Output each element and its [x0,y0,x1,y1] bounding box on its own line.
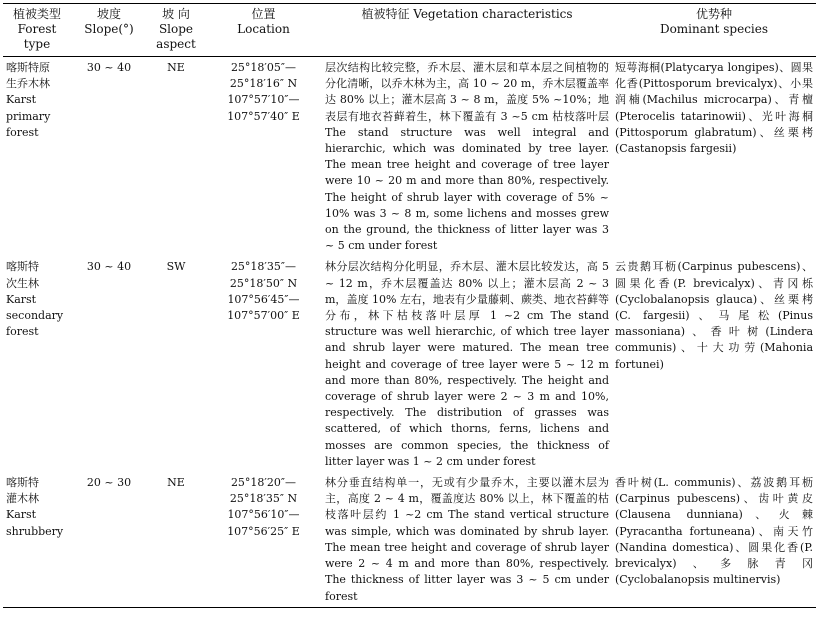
forest-type-cell: 喀斯特 次生林 Karst secondary forest [6,260,64,339]
location-cell: 25°18′05″— 25°18′16″ N 107°57′10″— 107°57′40″ E [227,61,300,123]
aspect-cell: SW [166,260,186,274]
forest-type-cell: 喀斯特 灌木林 Karst shrubbery [6,476,64,538]
table-row [3,472,816,607]
aspect-cell: NE [167,61,185,74]
forest-type-cell: 喀斯特原 生乔木林 Karst primary forest [6,61,51,139]
header-vegetation-characteristics: 植被特征 Vegetation characteristics [361,7,573,21]
location-cell: 25°18′20″— 25°18′35″ N 107°56′10″— 107°56′25″ E [227,476,300,538]
header-slope: 坡度 Slope(°) [84,7,134,36]
slope-cell: 30 ~ 40 [86,61,132,74]
species-cell: 云贵鹅耳枥(Carpinus pubescens)、圆果化香(P. brevicalyx)、青冈栎(Cyclobalanopsis glauca)、丝栗栲(C. fargesii)、马尾松(Pinus massoniana)、香叶树(Lindera communis)、十大功劳(Mahonia fortunei) [615,260,813,371]
aspect-cell: NE [167,476,185,490]
characteristics-cell: 层次结构比较完整，乔木层、灌木层和草本层之间植物的分化清晰，以乔木林为主，高 10 ~ 20 m，乔木层覆盖率达 80% 以上；灌木层高 3 ~ 8 m，盖度 5% ~10%；地表层有地衣苔藓着生，林下覆盖有 3 ~5 cm 枯枝落叶层 The stand structure was well integral and hierarchic, which was dominated by tree layer. The mean tree height and coverage of tree layer were 10 ~ 20 m and more than 80%, respectively. The height of shrub layer with coverage of 5% ~ 10% was 3 ~ 8 m, some lichens and mosses grew on the ground, the thickness of litter layer was 3 ~ 5 cm under forest [325,61,609,253]
location-cell: 25°18′35″— 25°18′50″ N 107°56′45″— 107°57′00″ E [227,260,300,323]
header-slope-aspect: 坡 向 Slope aspect [156,7,196,51]
slope-cell: 20 ~ 30 [86,476,132,490]
slope-cell: 30 ~ 40 [86,260,132,274]
vegetation-table [3,3,816,608]
table-row [3,57,816,257]
header-forest-type: 植被类型 Forest type [12,7,61,51]
header-row [3,4,816,57]
species-cell: 短萼海桐(Platycarya longipes)、圆果化香(Pittosporum brevicalyx)、小果润楠(Machilus microcarpa)、青檀(Pterocelis tatarinowii)、光叶海桐(Pittosporum glabratum)、丝栗栲(Castanopsis fargesii) [615,61,813,156]
characteristics-cell: 林分垂直结构单一，无或有少量乔木，主要以灌木层为主，高度 2 ~ 4 m，覆盖度达 80% 以上，林下覆盖的枯枝落叶层约 1 ~2 cm The stand vertical structure was simple, which was dominated by shrub layer. The mean tree height and coverage of shrub layer were 2 ~ 4 m and more than 80%, respectively. The thickness of litter layer was 3 ~ 5 cm under forest [325,476,609,603]
header-location: 位置 Location [237,7,290,36]
species-cell: 香叶树(L. communis)、荔波鹅耳枥(Carpinus pubescens)、齿叶黄皮(Clausena dunniana)、火棘(Pyracantha fortuneana)、南天竹(Nandina domestica)、圆果化香(P. brevicalyx)、多脉青冈(Cyclobalanopsis multinervis) [615,476,813,587]
characteristics-cell: 林分层次结构分化明显，乔木层、灌木层比较发达，高 5 ~ 12 m，乔木层覆盖达 80% 以上；灌木层高 2 ~ 3 m，盖度 10% 左右，地表有少量藤刺、蕨类、地衣苔藓等分布，林下枯枝落叶层厚 1 ~2 cm The stand structure was well hierarchic, of which tree layer and shrub layer were matured. The mean tree height and coverage of tree layer were 5 ~ 12 m and more than 80%, respectively. The height and coverage of shrub layer were 2 ~ 3 m and 10%, respectively. The distribution of grasses was scattered, of which thorns, ferns, lichens and mosses are common species, the thickness of litter layer was 1 ~ 2 cm under forest [325,260,609,468]
table-row [3,256,816,472]
header-dominant-species: 优势种 Dominant species [659,7,769,36]
